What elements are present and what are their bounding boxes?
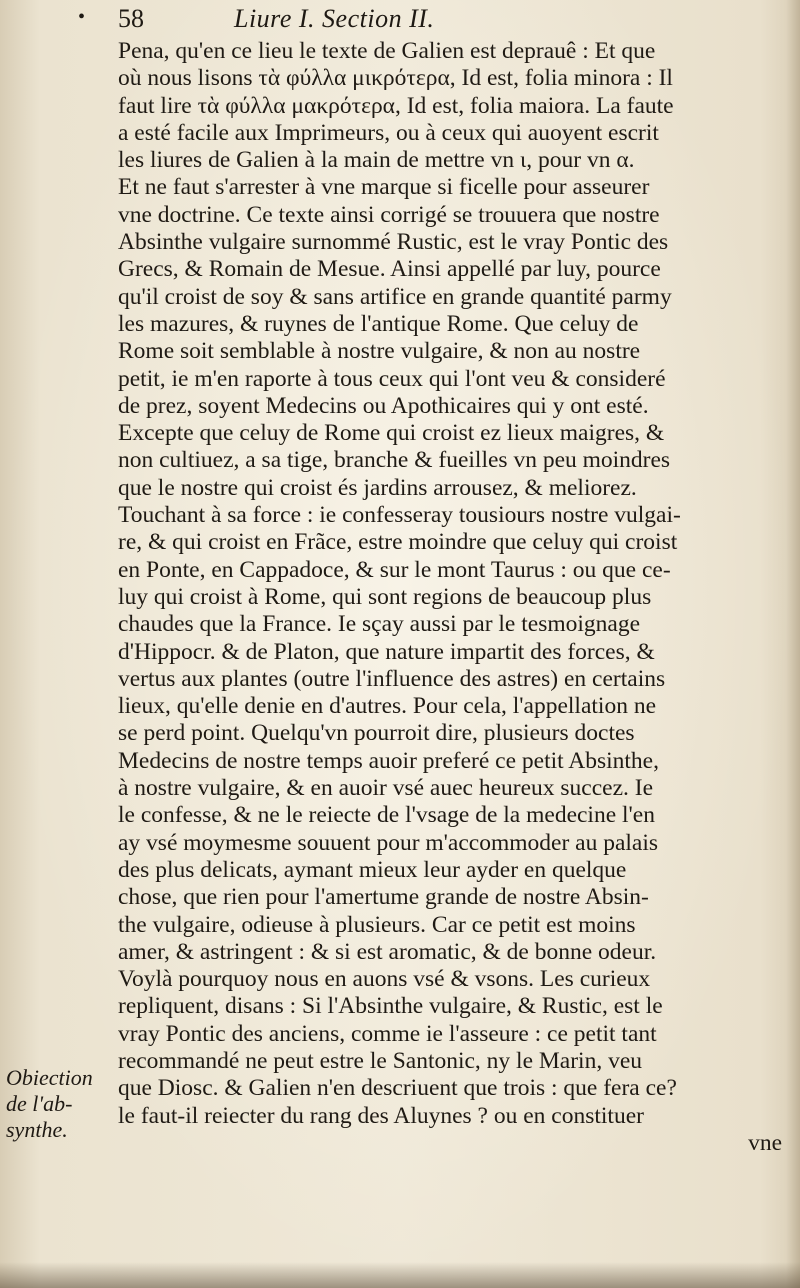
- text-line: les mazures, & ruynes de l'antique Rome. Que celuy de: [118, 310, 639, 337]
- text-line: chose, que rien pour l'amertume grande de nostre Absin-: [118, 884, 649, 911]
- text-line: Excepte que celuy de Rome qui croist ez lieux maigres, &: [118, 420, 665, 447]
- page-number: 58: [118, 4, 144, 33]
- text-line: ay vsé moymesme souuent pour m'accommoder au palais: [118, 829, 659, 856]
- text-line: petit, ie m'en raporte à tous ceux qui l'ont veu & consideré: [118, 365, 666, 392]
- text-line: the vulgaire, odieuse à plusieurs. Car ce petit est moins: [118, 911, 636, 938]
- text-line: repliquent, disans : Si l'Absinthe vulgaire, & Rustic, est le: [118, 993, 663, 1020]
- running-title: Liure I. Section II.: [234, 4, 435, 33]
- text-line: Absinthe vulgaire surnommé Rustic, est le vray Pontic des: [118, 229, 669, 256]
- text-line: Voylà pourquoy nous en auons vsé & vsons. Les curieux: [118, 966, 651, 993]
- text-line: Et ne faut s'arrester à vne marque si ficelle pour asseurer: [118, 174, 650, 201]
- text-line: Grecs, & Romain de Mesue. Ainsi appellé par luy, pource: [118, 256, 661, 283]
- text-line: des plus delicats, aymant mieux leur ayder en quelque: [118, 856, 627, 883]
- text-line: recommandé ne peut estre le Santonic, ny le Marin, veu: [118, 1047, 642, 1074]
- page-header: [78, 4, 778, 36]
- text-line: à nostre vulgaire, & en auoir vsé auec heureux succez. Ie: [118, 775, 654, 802]
- text-line: Medecins de nostre temps auoir preferé ce petit Absinthe,: [118, 747, 659, 774]
- text-line: que le nostre qui croist és jardins arrousez, & meliorez.: [118, 474, 637, 501]
- text-line: où nous lisons τὰ φύλλα μικρότερα, Id est, folia minora : Il: [118, 65, 673, 92]
- text-line: que Diosc. & Galien n'en descriuent que trois : que fera ce?: [118, 1075, 677, 1102]
- page-edge-shadow-bottom: [0, 1262, 800, 1288]
- margin-note-line: synthe.: [6, 1117, 68, 1142]
- text-line: qu'il croist de soy & sans artifice en grande quantité parmy: [118, 283, 672, 310]
- text-line: en Ponte, en Cappadoce, & sur le mont Taurus : ou que ce-: [118, 556, 671, 583]
- text-line: Touchant à sa force : ie confesseray tousiours nostre vulgai-: [118, 502, 681, 529]
- text-line: luy qui croist à Rome, qui sont regions de beaucoup plus: [118, 583, 652, 610]
- text-line: faut lire τὰ φύλλα μακρότερα, Id est, folia maiora. La faute: [118, 92, 674, 119]
- margin-note: [6, 1065, 114, 1143]
- margin-note-line: Obiection: [6, 1065, 93, 1090]
- margin-note-line: de l'ab-: [6, 1091, 73, 1116]
- text-line: Rome soit semblable à nostre vulgaire, & non au nostre: [118, 338, 641, 365]
- text-line: vray Pontic des anciens, comme ie l'asseure : ce petit tant: [118, 1020, 657, 1047]
- text-line: vertus aux plantes (outre l'influence des astres) en certains: [118, 665, 666, 692]
- text-line: a esté facile aux Imprimeurs, ou à ceux qui auoyent escrit: [118, 119, 659, 146]
- text-line: Pena, qu'en ce lieu le texte de Galien est deprauê : Et que: [118, 38, 656, 64]
- text-line: lieux, qu'elle denie en d'autres. Pour cela, l'appellation ne: [118, 693, 656, 720]
- text-line: amer, & astringent : & si est aromatic, & de bonne odeur.: [118, 938, 657, 965]
- text-line: le faut-il reiecter du rang des Aluynes ? ou en constituer: [118, 1102, 644, 1129]
- text-line: chaudes que la France. Ie sçay aussi par le tesmoignage: [118, 611, 641, 638]
- text-line: re, & qui croist en Frãce, estre moindre que celuy qui croist: [118, 529, 678, 556]
- text-line: d'Hippocr. & de Platon, que nature impartit des forces, &: [118, 638, 655, 665]
- catchword: vne: [748, 1129, 782, 1156]
- text-line: se perd point. Quelqu'vn pourroit dire, plusieurs doctes: [118, 720, 635, 747]
- text-line: les liures de Galien à la main de mettre vn ι, pour vn α.: [118, 147, 635, 174]
- header-mark: •: [78, 6, 86, 28]
- body-text: [118, 38, 790, 1157]
- text-line: le confesse, & ne le reiecte de l'vsage de la medecine l'en: [118, 802, 655, 829]
- text-line: vne doctrine. Ce texte ainsi corrigé se trouuera que nostre: [118, 201, 660, 228]
- text-line: de prez, soyent Medecins ou Apothicaires qui y ont esté.: [118, 392, 649, 419]
- text-line: non cultiuez, a sa tige, branche & fueilles vn peu moindres: [118, 447, 671, 474]
